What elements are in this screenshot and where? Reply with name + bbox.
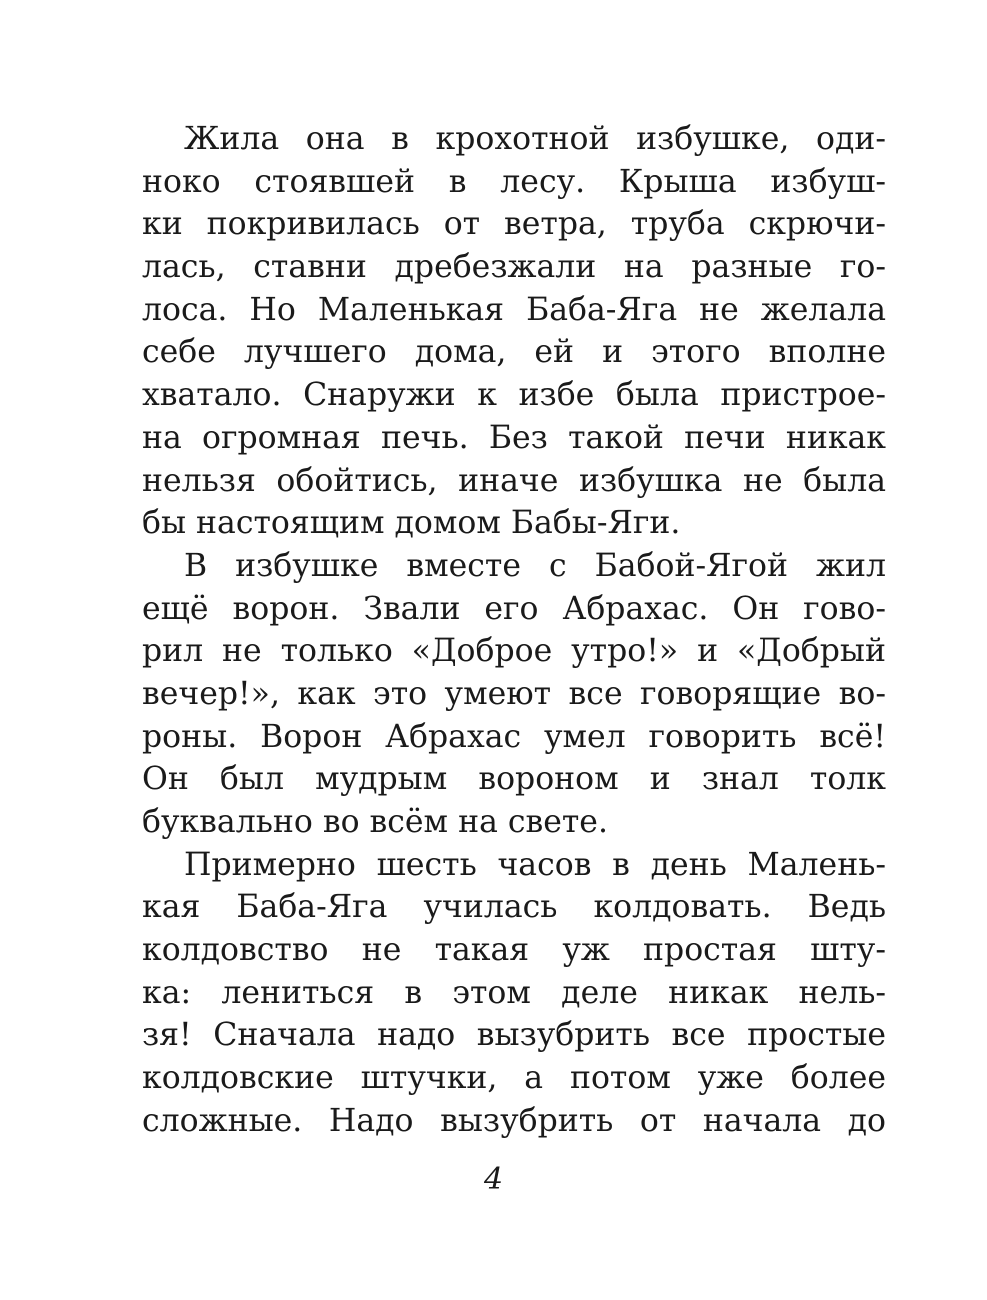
text-line: Примерно шесть часов в день Малень- (184, 846, 886, 883)
body-text (142, 118, 886, 1143)
text-line: зя! Сначала надо вызубрить все простые (142, 1017, 886, 1054)
page-number: 4 (483, 1162, 504, 1197)
text-line: ки покривилась от ветра, труба скрючи- (142, 206, 886, 243)
text-line: бы настоящим домом Бабы-Яги. (142, 505, 681, 542)
text-line: ещё ворон. Звали его Абрахас. Он гово- (142, 590, 886, 627)
text-line: колдовство не такая уж простая шту- (142, 932, 886, 969)
text-line: Жила она в крохотной избушке, оди- (184, 121, 886, 157)
text-line: сложные. Надо вызубрить от начала до (142, 1102, 886, 1139)
text-line: буквально во всём на свете. (142, 804, 608, 840)
text-line: ка: лениться в этом деле никак нель- (142, 974, 886, 1011)
text-line: В избушке вместе с Бабой-Ягой жил (184, 547, 886, 584)
text-line: Он был мудрым вороном и знал толк (142, 761, 886, 798)
text-line: на огромная печь. Без такой печи никак (142, 419, 886, 456)
text-line: колдовские штучки, а потом уже более (142, 1060, 886, 1097)
text-line: лоса. Но Маленькая Баба-Яга не желала (142, 291, 886, 328)
text-line: роны. Ворон Абрахас умел говорить всё! (142, 718, 886, 755)
text-line: лась, ставни дребезжали на разные го- (142, 249, 886, 286)
text-line: хватало. Снаружи к избе была пристрое- (142, 377, 886, 414)
text-line: нельзя обойтись, иначе избушка не была (142, 462, 886, 499)
text-line: ноко стоявшей в лесу. Крыша избуш- (142, 163, 886, 200)
text-line: себе лучшего дома, ей и этого вполне (142, 334, 886, 371)
text-line: рил не только «Доброе утро!» и «Добрый (142, 633, 886, 670)
text-line: кая Баба-Яга училась колдовать. Ведь (142, 889, 886, 926)
text-line: вечер!», как это умеют все говорящие во- (142, 675, 886, 712)
